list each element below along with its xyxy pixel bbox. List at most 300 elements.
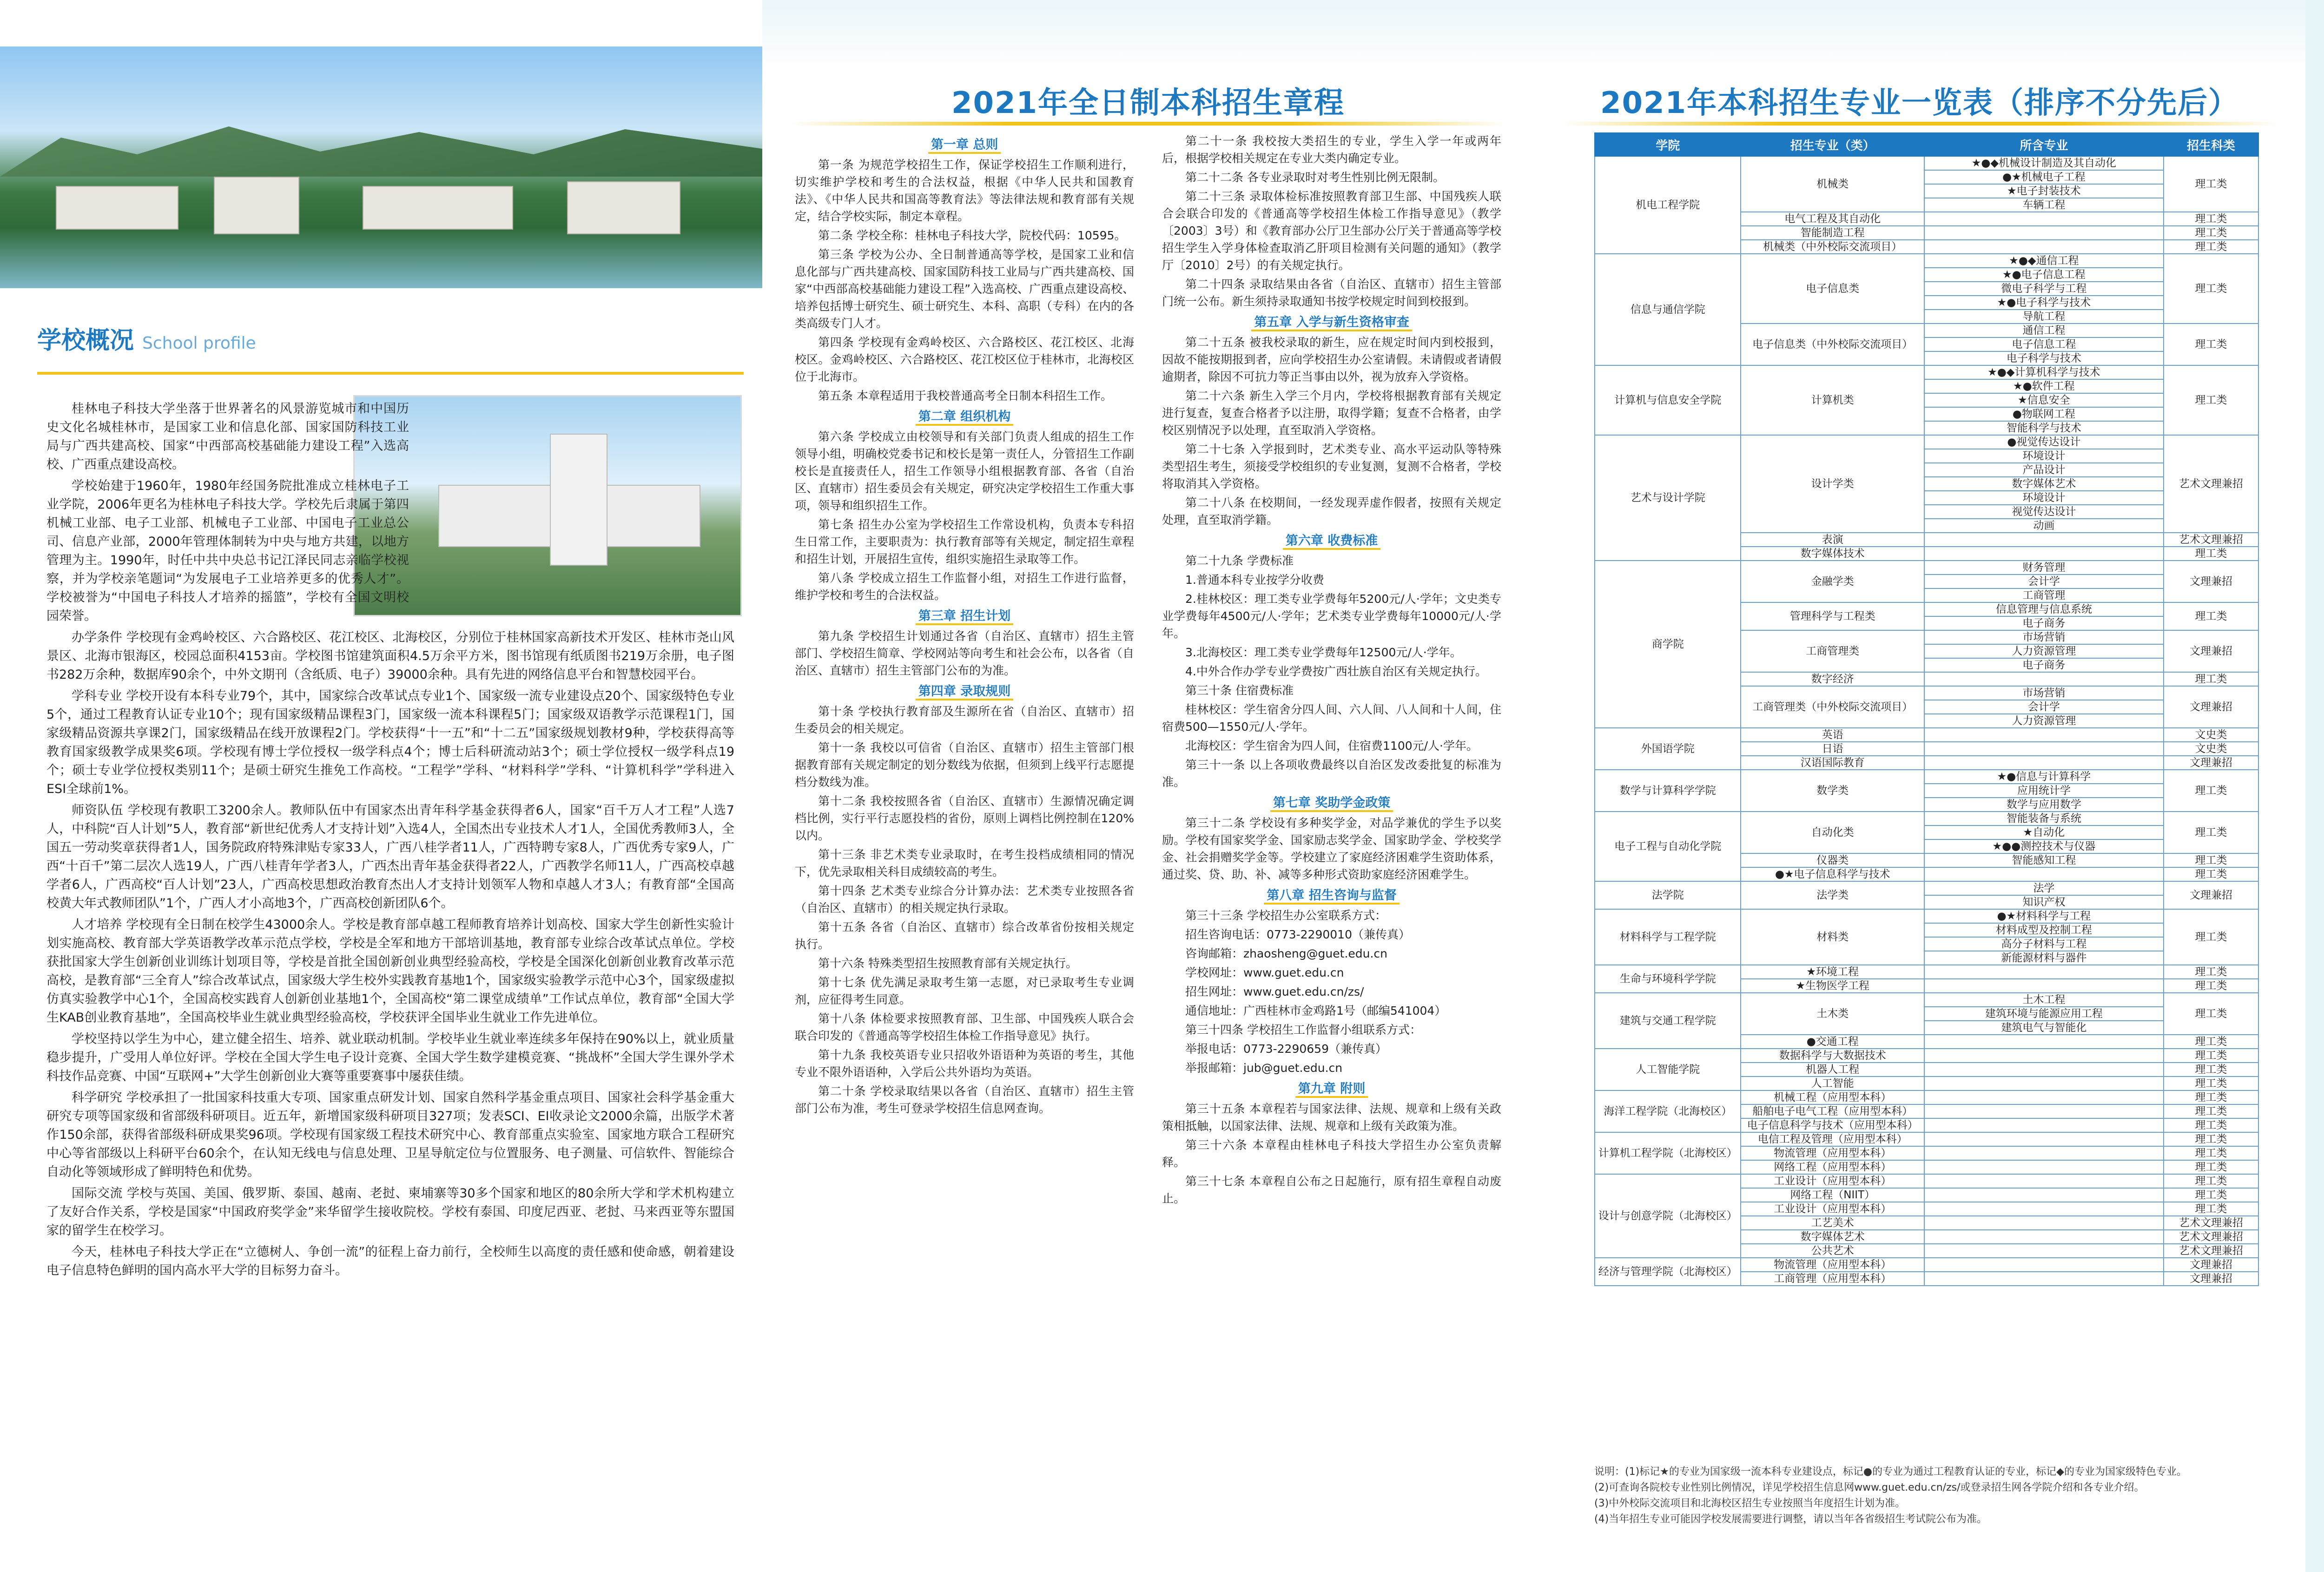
charter-article: 第二十五条 被我校录取的新生，应在规定时间内到校报到，因故不能按期报到者，应向学校招生办公室请假。未请假或者请假逾期者，除因不可抗力等正当事由以外，视为放弃入学资格。 (1162, 336, 1501, 383)
table-cell (1924, 212, 2164, 226)
table-cell: 人工智能学院 (1595, 1049, 1741, 1090)
table-cell (1924, 742, 2164, 756)
table-cell: 工业设计（应用型本科） (1741, 1202, 1924, 1216)
table-cell: 海洋工程学院（北海校区） (1595, 1090, 1741, 1132)
charter-article: 第十八条 体检要求按照教育部、卫生部、中国残疾人联合会联合印发的《普通高等学校招生体检工作指导意见》执行。 (795, 1012, 1134, 1043)
note-line: (2)可查询各院校专业性别比例情况，详见学校招生信息网www.guet.edu.cn/zs/或登录招生网各学院介绍和各专业介绍。 (1594, 1482, 2145, 1493)
table-cell: 理工类 (2164, 156, 2258, 212)
table-cell (1924, 1258, 2164, 1272)
table-cell: 市场营销 (1924, 630, 2164, 644)
table-cell (1924, 1216, 2164, 1230)
table-cell: ★●软件工程 (1924, 379, 2164, 393)
chapter-title: 第九章 附则 (1295, 1082, 1368, 1098)
table-cell: 自动化类 (1741, 812, 1924, 853)
column-header: 招生专业（类） (1741, 133, 1924, 156)
table-cell: 文理兼招 (2164, 630, 2258, 672)
charter-article: 1.普通本科专业按学分收费 (1185, 573, 1324, 587)
table-cell: 环境设计 (1924, 491, 2164, 505)
table-cell: 机械类 (1741, 156, 1924, 212)
table-cell: 理工类 (2164, 1132, 2258, 1146)
chapter-heading (795, 136, 1134, 153)
table-cell: 电信工程及管理（应用型本科） (1741, 1132, 1924, 1146)
table-cell (1924, 1230, 2164, 1244)
section-heading (37, 321, 256, 356)
charter-article: 第二十条 学校录取结果以各省（自治区、直辖市）招生主管部门公布为准，考生可登录学校招生信息网查询。 (795, 1084, 1134, 1115)
charter-article: 第二十六条 新生入学三个月内，学校将根据教育部有关规定进行复查，复查合格者予以注册，取得学籍；复查不合格者，由学校区别情况予以处理，直至取消入学资格。 (1162, 389, 1501, 437)
table-cell: 应用统计学 (1924, 784, 2164, 798)
charter-article: 第三十一条 以上各项收费最终以自治区发改委批复的标准为准。 (1162, 758, 1501, 789)
charter-article: 第十三条 非艺术类专业录取时，在考生投档成绩相同的情况下，优先录取相关科目成绩较高的考生。 (795, 848, 1134, 878)
table-cell: 智能制造工程 (1741, 226, 1924, 240)
charter-article: 第七条 招生办公室为学校招生工作常设机构，负责本专科招生日常工作，主要职责为：执行教育部等有关规定，制定招生章程和招生计划，开展招生宣传，组织实施招生录取等工作。 (795, 518, 1134, 566)
table-cell: ★自动化 (1924, 826, 2164, 839)
chapter-heading (1162, 532, 1501, 549)
table-cell: 材料成型及控制工程 (1924, 923, 2164, 937)
column-header: 所含专业 (1924, 133, 2164, 156)
table-cell: 法学 (1924, 881, 2164, 895)
table-cell: 人力资源管理 (1924, 644, 2164, 658)
table-cell: 环境设计 (1924, 449, 2164, 463)
table-cell (1924, 1188, 2164, 1202)
table-cell: ★电子封装技术 (1924, 184, 2164, 198)
table-cell (1924, 226, 2164, 240)
charter-article: 第三十二条 学校设有多种奖学金，对品学兼优的学生予以奖励。学校有国家奖学金、国家励志奖学金、国家助学金、学校奖学金、社会捐赠奖学金等。学校建立了家庭经济困难学生资助体系，通过奖、贷、助、补、减等多种形式资助家庭经济困难学生。 (1162, 816, 1501, 881)
table-cell: 通信工程 (1924, 324, 2164, 337)
chapter-title: 第五章 入学与新生资格审查 (1251, 315, 1412, 331)
table-cell: 电子科学与技术 (1924, 351, 2164, 365)
campus-aerial-photo (0, 46, 762, 288)
charter-article: 通信地址：广西桂林市金鸡路1号（邮编541004） (1185, 1004, 1446, 1017)
table-cell: 理工类 (2164, 1104, 2258, 1118)
table-cell: 数学与计算科学学院 (1595, 770, 1741, 812)
table-cell (1924, 1202, 2164, 1216)
table-cell: 理工类 (2164, 1202, 2258, 1216)
table-cell: 文理兼招 (2164, 756, 2258, 770)
charter-article: 招生咨询电话：0773-2290010（兼传真） (1185, 928, 1410, 941)
table-cell: ★信息安全 (1924, 393, 2164, 407)
charter-article: 第十一条 我校以可信省（自治区、直辖市）招生主管部门根据教育部有关规定制定的划分数线为依据，但须到上线平行志愿提档分数线为准。 (795, 741, 1134, 789)
table-cell: 外国语学院 (1595, 728, 1741, 770)
table-cell: 文理兼招 (2164, 686, 2258, 728)
charter-article: 招生网址：www.guet.edu.cn/zs/ (1185, 985, 1364, 998)
table-cell (1924, 1118, 2164, 1132)
table-cell (1924, 1132, 2164, 1146)
profile-paragraph: 今天，桂林电子科技大学正在“立德树人、争创一流”的征程上奋力前行，全校师生以高度的责任感和使命感，朝着建设电子信息特色鲜明的国内高水平大学的目标努力奋斗。 (46, 1245, 734, 1278)
table-cell: 理工类 (2164, 254, 2258, 324)
charter-article: 第三十五条 本章程若与国家法律、法规、规章和上级有关政策相抵触，以国家法律、法规、规章和上级有关政策为准。 (1162, 1102, 1501, 1133)
charter-article: 第十五条 各省（自治区、直辖市）综合改革省份按相关规定执行。 (795, 920, 1134, 951)
table-row (1595, 812, 2258, 826)
table-cell: ●交通工程 (1741, 1035, 1924, 1049)
profile-paragraph: 办学条件 学校现有金鸡岭校区、六合路校区、花江校区、北海校区，分别位于桂林国家高新技术开发区、桂林市尧山风景区、北海市银海区，校园总面积4153亩。学校图书馆建筑面积4.5万余平方米，图书馆现有纸质图书219万余册，电子图书282万余种，数据库90余个，中外文期刊（含纸质、电子）39000余种。具有先进的网络信息平台和智慧校园平台。 (46, 630, 734, 682)
charter-article: 第九条 学校招生计划通过各省（自治区、直辖市）招生主管部门、学校招生简章、学校网站等向考生和社会公布，以各省（自治区、直辖市）招生主管部门公布的为准。 (795, 629, 1134, 677)
table-cell: 人力资源管理 (1924, 714, 2164, 728)
charter-article: 第三十七条 本章程自公布之日起施行，原有招生章程自动废止。 (1162, 1175, 1501, 1205)
table-cell: 生命与环境科学学院 (1595, 965, 1741, 993)
chapter-title: 第二章 组织机构 (916, 410, 1013, 426)
charter-article: 第八条 学校成立招生工作监督小组，对招生工作进行监督，维护学校和考生的合法权益。 (795, 571, 1134, 602)
table-cell: 人工智能 (1741, 1077, 1924, 1090)
table-cell: ★环境工程 (1741, 965, 1924, 979)
note-line: (4)当年招生专业可能因学校发展需要进行调整，请以当年各省级招生考试院公布为准。 (1594, 1513, 1987, 1525)
table-cell: 数学与应用数学 (1924, 798, 2164, 812)
table-cell: 工业设计（应用型本科） (1741, 1174, 1924, 1188)
column-header: 招生科类 (2164, 133, 2258, 156)
table-cell: 理工类 (2164, 909, 2258, 965)
table-cell: 数字经济 (1741, 672, 1924, 686)
table-row (1595, 909, 2258, 923)
major-list-panel (1534, 0, 2305, 1572)
table-cell: 建筑与交通工程学院 (1595, 993, 1741, 1049)
table-cell: 理工类 (2164, 324, 2258, 365)
table-cell: 理工类 (2164, 1063, 2258, 1077)
table-cell: ●视觉传达设计 (1924, 435, 2164, 449)
table-cell: 理工类 (2164, 770, 2258, 812)
table-cell: 法学类 (1741, 881, 1924, 909)
table-row (1595, 965, 2258, 979)
table-cell (1924, 1174, 2164, 1188)
table-cell (1924, 756, 2164, 770)
table-cell (1924, 672, 2164, 686)
table-cell: 物流管理（应用型本科） (1741, 1258, 1924, 1272)
table-row (1595, 1049, 2258, 1063)
table-row (1595, 1132, 2258, 1146)
table-cell: 工商管理类 (1741, 630, 1924, 672)
charter-article: 第二条 学校全称：桂林电子科技大学，院校代码：10595。 (818, 229, 1126, 242)
table-row (1595, 770, 2258, 784)
table-cell: 英语 (1741, 728, 1924, 742)
page-title (2305, 79, 2324, 122)
table-cell: 车辆工程 (1924, 198, 2164, 212)
table-cell: ★●◆机械设计制造及其自动化 (1924, 156, 2164, 170)
table-cell: 材料类 (1741, 909, 1924, 965)
profile-paragraph: 学校始建于1960年，1980年经国务院批准成立桂林电子工业学院，2006年更名为桂林电子科技大学。学校先后隶属于第四机械工业部、电子工业部、机械电子工业部、中国电子工业总公司、信息产业部，2000年管理体制转为中央与地方共建，以地方管理为主。1990年，时任中共中央总书记江泽民同志亲临学校视察，并为学校亲笔题词“为发展电子工业培养更多的优秀人才”。学校被誉为“中国电子科技人才培养的摇篮”，学校有全国文明校园荣誉。 (46, 479, 409, 623)
table-cell: 艺术文理兼招 (2164, 435, 2258, 533)
charter-article: 桂林校区：学生宿舍分四人间、六人间、八人间和十人间，住宿费500—1550元/人·学年。 (1162, 703, 1501, 733)
table-cell: 土木类 (1741, 993, 1924, 1035)
table-cell: 微电子科学与工程 (1924, 282, 2164, 296)
table-cell: 电子信息科学与技术（应用型本科） (1741, 1118, 1924, 1132)
table-cell (1924, 1063, 2164, 1077)
table-cell: 高分子材料与工程 (1924, 937, 2164, 951)
table-row (1595, 881, 2258, 895)
column-header: 学院 (1595, 133, 1741, 156)
charter-article: 第四条 学校现有金鸡岭校区、六合路校区、花江校区、北海校区。金鸡岭校区、六合路校区、花江校区位于桂林市，北海校区位于北海市。 (795, 336, 1134, 383)
table-cell: ★●信息与计算科学 (1924, 770, 2164, 784)
table-cell: 理工类 (2164, 965, 2258, 979)
table-cell: ●★机械电子工程 (1924, 170, 2164, 184)
table-cell: 设计与创意学院（北海校区） (1595, 1174, 1741, 1258)
table-cell: 文史类 (2164, 742, 2258, 756)
table-cell: 信息管理与信息系统 (1924, 602, 2164, 616)
charter-article: 第十六条 特殊类型招生按照教育部有关规定执行。 (818, 957, 1077, 970)
table-cell: 知识产权 (1924, 895, 2164, 909)
table-cell: 电子信息类 (1741, 254, 1924, 324)
table-cell: 电子商务 (1924, 658, 2164, 672)
chapter-title: 第七章 奖助学金政策 (1270, 796, 1393, 812)
table-cell: 理工类 (2164, 226, 2258, 240)
table-cell: 电气工程及其自动化 (1741, 212, 1924, 226)
table-cell: 计算机与信息安全学院 (1595, 365, 1741, 435)
charter-article: 第六条 学校成立由校领导和有关部门负责人组成的招生工作领导小组，明确校党委书记和校长是第一责任人，分管招生工作副校长是直接责任人，招生工作领导小组根据教育部、各省（自治区、直辖市）招生委员会有关规定，研究决定学校招生工作重大事项，领导和组织招生工作。 (795, 430, 1134, 512)
table-row (1595, 993, 2258, 1007)
page-title: 2021年全日制本科招生章程 (951, 86, 1345, 120)
table-cell: 理工类 (2164, 993, 2258, 1035)
table-cell: 理工类 (2164, 867, 2258, 881)
table-cell (1924, 240, 2164, 254)
profile-paragraph: 桂林电子科技大学坐落于世界著名的风景游览城市和中国历史文化名城桂林市，是国家工业和信息化部、国家国防科技工业局与广西共建高校、国家“中西部高校基础能力建设工程”入选高校、广西重点建设高校。 (46, 402, 409, 472)
table-cell (1924, 1272, 2164, 1286)
table-cell: 管理科学与工程类 (1741, 602, 1924, 630)
table-cell: 电子信息类（中外校际交流项目） (1741, 324, 1924, 365)
table-cell: 数字媒体艺术 (1741, 1230, 1924, 1244)
note-line: 说明：(1)标记★的专业为国家级一流本科专业建设点，标记●的专业为通过工程教育认证的专业，标记◆的专业为国家级特色专业。 (1594, 1466, 2187, 1478)
charter-article: 第二十七条 入学报到时，艺术类专业、高水平运动队等特殊类型招生考生，须接受学校组织的专业复测，复测不合格者，学校将取消其入学资格。 (1162, 443, 1501, 490)
table-cell: 金融学类 (1741, 561, 1924, 602)
chapter-title: 第三章 招生计划 (916, 609, 1013, 625)
title-underline (1562, 122, 2278, 125)
table-cell: 理工类 (2164, 547, 2258, 561)
table-cell: 动画 (1924, 519, 2164, 533)
table-cell: 仪器类 (1741, 853, 1924, 867)
profile-paragraph: 科学研究 学校承担了一批国家科技重大专项、国家重点研发计划、国家自然科学基金重点项目、国家社会科学基金重大研究专项等国家级和省部级科研项目。近五年，新增国家级科研项目327项；发表SCI、EI收录论文2000余篇，出版学术著作150余部，获得省部级科研成果奖96项。学校现有国家级工程技术研究中心、教育部重点实验室、国家地方联合工程研究中心等省部级以上科研平台60余个，在认知无线电与信息处理、卫星导航定位与位置服务、电子测量、可信软件、智能综合自动化等领域形成了鲜明特色和优势。 (46, 1090, 734, 1179)
table-cell: 计算机类 (1741, 365, 1924, 435)
table-cell: 网络工程（NIIT） (1741, 1188, 1924, 1202)
profile-paragraph: 国际交流 学校与英国、美国、俄罗斯、泰国、越南、老挝、柬埔寨等30多个国家和地区的80余所大学和学术机构建立了友好合作关系，学校是国家“中国政府奖学金”来华留学生接收院校。学校有泰国、印度尼西亚、老挝、马来西亚等东盟国家的留学生在校学习。 (46, 1186, 734, 1238)
table-cell (1924, 867, 2164, 881)
table-cell (1924, 1160, 2164, 1174)
chapter-title: 第六章 收费标准 (1283, 534, 1380, 550)
charter-article: 学校网址：www.guet.edu.cn (1185, 966, 1344, 979)
table-cell: 数字媒体艺术 (1924, 477, 2164, 491)
charter-column-left (795, 132, 1134, 1119)
charter-article: 第十二条 我校按照各省（自治区、直辖市）生源情况确定调档比例，实行平行志愿投档的省份，原则上调档比例控制在120%以内。 (795, 794, 1134, 842)
table-cell: 艺术文理兼招 (2164, 1244, 2258, 1258)
table-cell: ★●电子信息工程 (1924, 268, 2164, 282)
table-cell: 理工类 (2164, 1118, 2258, 1132)
charter-article: 第三十条 住宿费标准 (1185, 684, 1294, 697)
table-cell: 财务管理 (1924, 561, 2164, 575)
charter-article: 第三十三条 学校招生办公室联系方式： (1185, 909, 1386, 922)
charter-article: 第二十八条 在校期间，一经发现弄虚作假者，按照有关规定处理，直至取消学籍。 (1162, 496, 1501, 527)
table-cell: 理工类 (2164, 1174, 2258, 1188)
profile-text (46, 400, 734, 1283)
table-cell: 智能科学与技术 (1924, 421, 2164, 435)
table-cell: 文理兼招 (2164, 561, 2258, 602)
table-cell: 产品设计 (1924, 463, 2164, 477)
admission-charter-panel (762, 0, 1534, 1572)
table-cell: 文理兼招 (2164, 1258, 2258, 1272)
heading-text: 学校概况 (37, 327, 134, 355)
table-cell: ★●◆通信工程 (1924, 254, 2164, 268)
table-cell: 会计学 (1924, 700, 2164, 714)
heading-english: School profile (142, 334, 256, 353)
chapter-title: 第一章 总则 (928, 138, 1001, 154)
table-cell: 工商管理（应用型本科） (1741, 1272, 1924, 1286)
table-cell: ●★材料科学与工程 (1924, 909, 2164, 923)
table-cell: ★●◆计算机科学与技术 (1924, 365, 2164, 379)
table-cell: 理工类 (2164, 1090, 2258, 1104)
major-table (1594, 132, 2259, 1286)
charter-article: 第二十四条 录取结果由各省（自治区、直辖市）招生主管部门统一公布。新生须持录取通知书按学校规定时间到校报到。 (1162, 277, 1501, 308)
table-row (1595, 728, 2258, 742)
table-row (1595, 254, 2258, 268)
charter-article: 咨询邮箱：zhaosheng@guet.edu.cn (1185, 947, 1388, 960)
table-cell (1924, 728, 2164, 742)
charter-article: 举报电话：0773-2290659（兼传真） (1185, 1042, 1387, 1056)
charter-article: 2.桂林校区：理工类专业学费每年5200元/人·学年；文史类专业学费每年4500元/人·学年；艺术类专业学费每年10000元/人·学年。 (1162, 592, 1501, 640)
table-cell: 智能感知工程 (1924, 853, 2164, 867)
table-cell (1924, 547, 2164, 561)
chapter-heading (795, 408, 1134, 425)
table-row (1595, 1174, 2258, 1188)
charter-article: 3.北海校区：理工类专业学费每年12500元/人·学年。 (1185, 646, 1462, 659)
table-cell: 理工类 (2164, 240, 2258, 254)
title-underline (790, 122, 1506, 125)
table-row (1595, 1090, 2258, 1104)
table-cell: 理工类 (2164, 979, 2258, 993)
charter-article: 第五条 本章程适用于我校普通高考全日制本科招生工作。 (818, 389, 1112, 403)
table-row (1595, 365, 2258, 379)
table-cell: 工商管理类（中外校际交流项目） (1741, 686, 1924, 728)
charter-article: 第十四条 艺术类专业综合分计算办法：艺术类专业按照各省（自治区、直辖市）的相关规定执行录取。 (795, 884, 1134, 915)
table-cell: 理工类 (2164, 853, 2258, 867)
table-cell: 汉语国际教育 (1741, 756, 1924, 770)
chapter-heading (795, 608, 1134, 625)
charter-article: 北海校区：学生宿舍为四人间，住宿费1100元/人·学年。 (1185, 739, 1478, 753)
table-cell: 计算机工程学院（北海校区） (1595, 1132, 1741, 1174)
profile-paragraph: 人才培养 学校现有全日制在校学生43000余人。学校是教育部卓越工程师教育培养计划高校、国家大学生创新性实验计划实施高校、教育部大学英语教学改革示范点学校，学校是全军和地方干部培训基地，教育部专业综合改革试点单位。学校获批国家大学生创新创业训练计划项目等，学校是首批全国创新创业典型经验高校，学校是全国深化创新创业教育改革示范高校，是教育部“三全育人”综合改革试点，国家级大学生校外实践教育基地1个，国家级实验教学示范中心3个，国家级虚拟仿真实验教学中心1个，全国高校实践育人创新创业基地1个，全国高校“第二课堂成绩单”工作试点单位，教育部“全国大学生KAB创业教育基地”，全国高校毕业生就业典型经验高校，学校获评全国毕业生就业工作先进单位。 (46, 918, 734, 1025)
table-cell (1924, 533, 2164, 547)
table-cell: 艺术与设计学院 (1595, 435, 1741, 561)
table-cell: ★●电子科学与技术 (1924, 296, 2164, 310)
table-cell: 机械工程（应用型本科） (1741, 1090, 1924, 1104)
table-cell: 理工类 (2164, 1049, 2258, 1063)
table-cell: 理工类 (2164, 672, 2258, 686)
table-cell: 信息与通信学院 (1595, 254, 1741, 365)
table-cell: 表演 (1741, 533, 1924, 547)
page-title: 2021年本科招生专业一览表（排序不分先后） (1600, 86, 2239, 120)
table-cell: 数字媒体技术 (1741, 547, 1924, 561)
table-cell: 理工类 (2164, 812, 2258, 853)
table-cell: 工艺美术 (1741, 1216, 1924, 1230)
table-cell: 艺术文理兼招 (2164, 1230, 2258, 1244)
table-cell: 公共艺术 (1741, 1244, 1924, 1258)
charter-article: 第一条 为规范学校招生工作，保证学校招生工作顺利进行，切实维护学校和考生的合法权益，根据《中华人民共和国教育法》、《中华人民共和国高等教育法》等法律法规和教育部有关规定，结合学校实际，制定本章程。 (795, 158, 1134, 223)
chapter-heading (1162, 314, 1501, 331)
table-cell: ★●●测控技术与仪器 (1924, 839, 2164, 853)
table-notes (1594, 1464, 2268, 1527)
table-cell: 智能装备与系统 (1924, 812, 2164, 826)
table-cell: 文史类 (2164, 728, 2258, 742)
charter-article: 第十七条 优先满足录取考生第一志愿，对已录取考生专业调剂，应征得考生同意。 (795, 976, 1134, 1006)
charter-article: 第二十一条 我校按大类招生的专业，学生入学一年或两年后，根据学校相关规定在专业大类内确定专业。 (1162, 134, 1501, 165)
table-cell: 电子商务 (1924, 616, 2164, 630)
table-cell: 建筑环境与能源应用工程 (1924, 1007, 2164, 1021)
table-cell: 理工类 (2164, 365, 2258, 435)
charter-article: 第十条 学校执行教育部及生源所在省（自治区、直辖市）招生委员会的相关规定。 (795, 705, 1134, 735)
table-cell (1924, 1104, 2164, 1118)
profile-paragraph: 学科专业 学校开设有本科专业79个，其中，国家综合改革试点专业1个、国家级一流专业建设点20个、国家级特色专业5个，通过工程教育认证专业10个；现有国家级精品课程3门，国家级一流本科课程5门；国家级双语教学示范课程1门，国家级精品资源共享课2门，国家级精品在线开放课程2门。学校获得“十一五”和“十二五”国家级规划教材9种，学校获得高等教育国家级教学成果奖6项。学校现有博士学位授权一级学科点4个；博士后科研流动站3个；硕士学位授权一级学科点19个；硕士专业学位授权类别11个；是硕士研究生推免工作高校。“工程学”学科、“材料科学”学科、“计算机科学”学科进入ESI全球前1%。 (46, 689, 734, 796)
charter-article: 第二十九条 学费标准 (1185, 554, 1294, 568)
table-cell: 机器人工程 (1741, 1063, 1924, 1077)
table-cell: ★生物医学工程 (1741, 979, 1924, 993)
note-line: (3)中外校际交流项目和北海校区招生专业按照当年度招生计划为准。 (1594, 1498, 1906, 1509)
charter-article: 举报邮箱：jub@guet.edu.cn (1185, 1061, 1343, 1075)
table-cell: 土木工程 (1924, 993, 2164, 1007)
table-cell: 市场营销 (1924, 686, 2164, 700)
chapter-heading (1162, 794, 1501, 812)
table-cell: 工商管理 (1924, 588, 2164, 602)
table-cell: 理工类 (2164, 602, 2258, 630)
table-cell: 数据科学与大数据技术 (1741, 1049, 1924, 1063)
table-cell (1924, 979, 2164, 993)
table-cell: 经济与管理学院（北海校区） (1595, 1258, 1741, 1286)
enrollment-plan-panel (2305, 0, 2324, 1572)
table-cell: 船舶电子电气工程（应用型本科） (1741, 1104, 1924, 1118)
table-cell: 机电工程学院 (1595, 156, 1741, 254)
table-cell (1924, 1146, 2164, 1160)
charter-article: 第三十四条 学校招生工作监督小组联系方式： (1185, 1023, 1421, 1037)
charter-column-right (1162, 132, 1501, 1209)
table-cell: 机械类（中外校际交流项目） (1741, 240, 1924, 254)
table-cell: 物流管理（应用型本科） (1741, 1146, 1924, 1160)
charter-article: 第十九条 我校英语专业只招收外语语种为英语的考生，其他专业不限外语语种，入学后公共外语均为英语。 (795, 1048, 1134, 1079)
charter-article: 第二十三条 录取体检标准按照教育部卫生部、中国残疾人联合会联合印发的《普通高等学校招生体检工作指导意见》（教学〔2003〕3号）和《教育部办公厅卫生部办公厅关于普通高等学校招生学生入学身体检查取消乙肝项目检测有关问题的通知》（教学厅〔2010〕2号）的有关规定执行。 (1162, 190, 1501, 272)
table-cell: 文理兼招 (2164, 1272, 2258, 1286)
table-cell: 新能源材料与器件 (1924, 951, 2164, 965)
table-cell: 理工类 (2164, 1035, 2258, 1049)
table-cell: 视觉传达设计 (1924, 505, 2164, 519)
table-cell: 日语 (1741, 742, 1924, 756)
table-cell (1924, 1090, 2164, 1104)
table-cell: 艺术文理兼招 (2164, 533, 2258, 547)
chapter-heading (1162, 887, 1501, 904)
charter-article: 第三十六条 本章程由桂林电子科技大学招生办公室负责解释。 (1162, 1138, 1501, 1169)
table-row (1595, 156, 2258, 170)
table-cell: 电子工程与自动化学院 (1595, 812, 1741, 881)
table-cell (1924, 1244, 2164, 1258)
table-cell: 网络工程（应用型本科） (1741, 1160, 1924, 1174)
heading-underline (37, 372, 744, 375)
table-cell (1924, 965, 2164, 979)
table-cell: 法学院 (1595, 881, 1741, 909)
table-cell: 电子信息工程 (1924, 337, 2164, 351)
table-cell: ●物联网工程 (1924, 407, 2164, 421)
charter-article: 第二十二条 各专业录取时对考生性别比例无限制。 (1185, 171, 1445, 184)
table-cell: 理工类 (2164, 1077, 2258, 1090)
table-cell: 文理兼招 (2164, 881, 2258, 909)
table-cell: 建筑电气与智能化 (1924, 1021, 2164, 1035)
profile-paragraph: 学校坚持以学生为中心，建立健全招生、培养、就业联动机制。学校毕业生就业率连续多年保持在90%以上，就业质量稳步提升，广受用人单位好评。学校在全国大学生电子设计竞赛、全国大学生数学建模竞赛、“挑战杯”全国大学生课外学术科技作品竞赛、中国“互联网+”大学生创新创业大赛等重要赛事中屡获佳绩。 (46, 1032, 734, 1083)
table-cell: 会计学 (1924, 575, 2164, 588)
profile-paragraph: 师资队伍 学校现有教职工3200余人。教师队伍中有国家杰出青年科学基金获得者6人，国家“百千万人才工程”人选7人，中科院“百人计划”5人，教育部“新世纪优秀人才支持计划”入选4人，全国杰出专业技术人才1人，全国优秀教师3人，全国五一劳动奖章获得者1人，国务院政府特殊津贴专家33人，广西八桂学者11人，广西特聘专家8人，广西优秀专家9人，广西“十百千”第二层次人选19人，广西八桂青年学者3人，广西杰出青年基金获得者22人，广西教学名师11人，广西高校卓越学者6人，广西高校“百人计划”23人，广西高校思想政治教育杰出人才支持计划领军人物和卓越人才3人；有教育部“全国高校黄大年式教师团队”1个，广西人才小高地3个，广西高校创新团队6个。 (46, 803, 734, 911)
table-cell: 艺术文理兼招 (2164, 1216, 2258, 1230)
table-cell: 理工类 (2164, 212, 2258, 226)
table-row (1595, 561, 2258, 575)
chapter-title: 第四章 录取规则 (916, 684, 1013, 700)
table-cell: 设计学类 (1741, 435, 1924, 533)
table-cell: 理工类 (2164, 1188, 2258, 1202)
table-cell (1924, 1035, 2164, 1049)
table-cell: 理工类 (2164, 1160, 2258, 1174)
table-cell: ●★电子信息科学与技术 (1741, 867, 1924, 881)
charter-article: 第三条 学校为公办、全日制普通高等学校，是国家工业和信息化部与广西共建高校、国家国防科技工业局与广西共建高校、国家“中西部高校基础能力建设工程”入选高校、广西重点建设高校、培养包括博士研究生、硕士研究生、本科、高职（专科）在内的各类高级专门人才。 (795, 248, 1134, 330)
school-profile-panel (0, 0, 762, 1572)
table-cell: 数学类 (1741, 770, 1924, 812)
chapter-title: 第八章 招生咨询与监督 (1264, 888, 1399, 905)
table-cell (1924, 1077, 2164, 1090)
